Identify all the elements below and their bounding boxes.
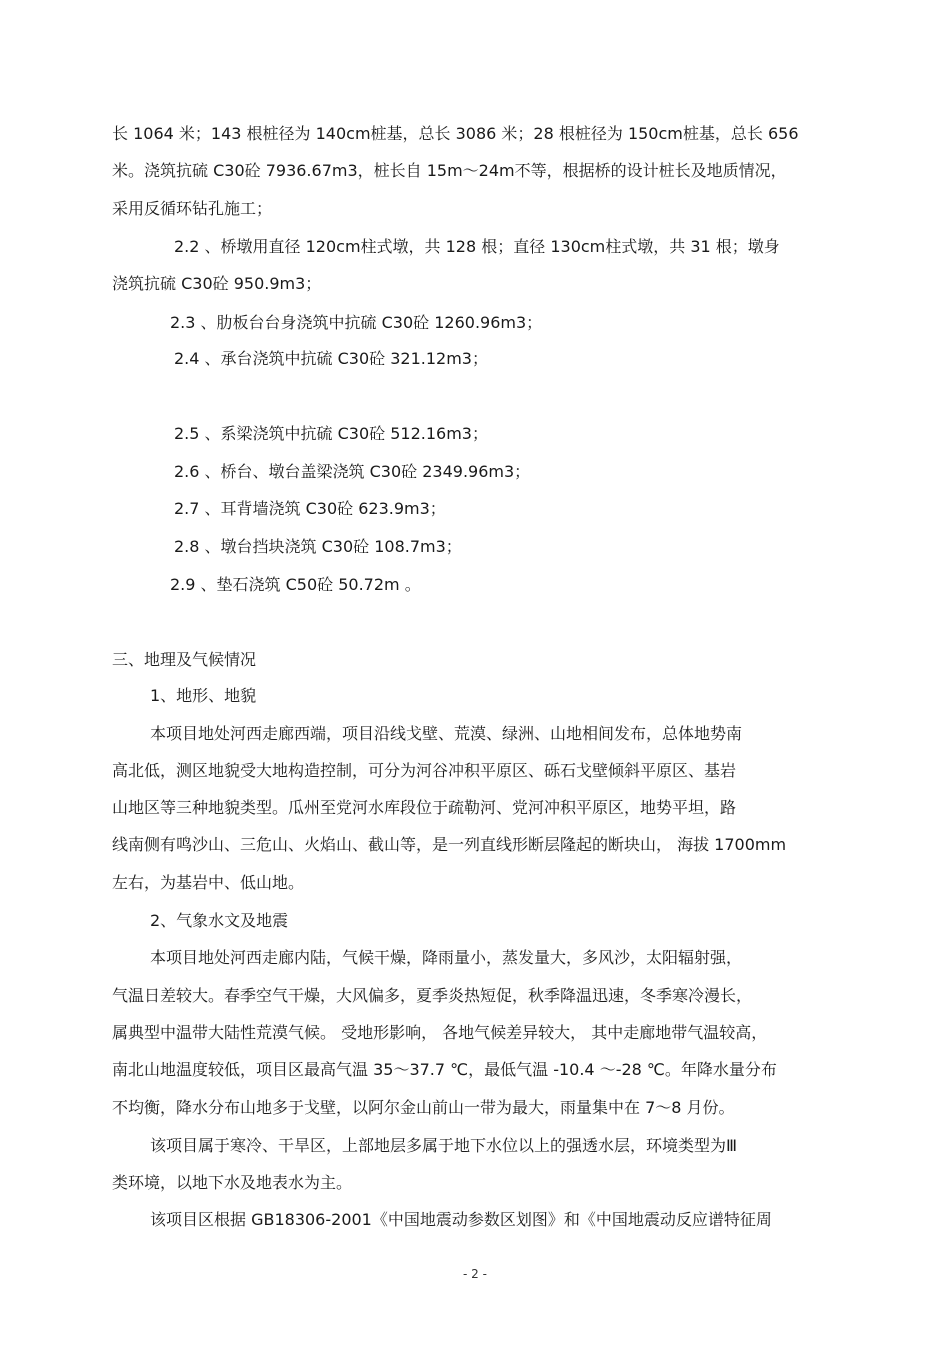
list-item-2-3: 2.3 、肋板台台身浇筑中抗硫 C30砼 1260.96m3； — [170, 313, 543, 332]
list-item-2-7: 2.7 、耳背墙浇筑 C30砼 623.9m3； — [174, 499, 446, 518]
paragraph-line: 长 1064 米；143 根桩径为 140cm桩基，总长 3086 米；28 根桩径为 150cm桩基，总长 656 — [112, 124, 799, 143]
paragraph-line: 南北山地温度较低，项目区最高气温 35～37.7 ℃，最低气温 -10.4 ～-28 ℃。年降水量分布 — [112, 1060, 777, 1079]
paragraph-line: 高北低，测区地貌受大地构造控制，可分为河谷冲积平原区、砾石戈壁倾斜平原区、基岩 — [112, 761, 737, 780]
list-item-2-6: 2.6 、桥台、墩台盖梁浇筑 C30砼 2349.96m3； — [174, 462, 531, 481]
paragraph-line: 该项目属于寒冷、干旱区，上部地层多属于地下水位以上的强透水层，环境类型为Ⅲ — [150, 1136, 738, 1155]
paragraph-line: 类环境，以地下水及地表水为主。 — [112, 1173, 353, 1192]
paragraph-line: 左右，为基岩中、低山地。 — [112, 873, 305, 892]
list-item-2-2: 2.2 、桥墩用直径 120cm柱式墩，共 128 根；直径 130cm柱式墩，共 31 根；墩身 — [174, 237, 780, 256]
page-number: - 2 - — [463, 1267, 487, 1281]
paragraph-line: 气温日差较大。春季空气干燥，大风偏多，夏季炎热短促，秋季降温迅速，冬季寒冷漫长， — [112, 986, 753, 1005]
paragraph-line: 线南侧有鸣沙山、三危山、火焰山、截山等，是一列直线形断层隆起的断块山， 海拔 1700mm — [112, 835, 787, 854]
paragraph-line: 属典型中温带大陆性荒漠气候。 受地形影响， 各地气候差异较大， 其中走廊地带气温较高， — [112, 1023, 768, 1042]
paragraph-line: 浇筑抗硫 C30砼 950.9m3； — [112, 274, 322, 293]
list-item-2-4: 2.4 、承台浇筑中抗硫 C30砼 321.12m3； — [174, 349, 488, 368]
paragraph-line: 该项目区根据 GB18306-2001《中国地震动参数区划图》和《中国地震动反应谱特征周 — [150, 1210, 772, 1229]
paragraph-line: 不均衡，降水分布山地多于戈壁，以阿尔金山前山一带为最大，雨量集中在 7～8 月份。 — [112, 1098, 735, 1117]
list-item-2-5: 2.5 、系梁浇筑中抗硫 C30砼 512.16m3； — [174, 424, 488, 443]
paragraph-line: 本项目地处河西走廊西端，项目沿线戈壁、荒漠、绿洲、山地相间发布，总体地势南 — [150, 724, 743, 743]
paragraph-line: 米。浇筑抗硫 C30砼 7936.67m3，桩长自 15m～24m不等，根据桥的设计桩长及地质情况， — [112, 161, 787, 180]
list-item-2-9: 2.9 、垫石浇筑 C50砼 50.72m 。 — [170, 575, 421, 594]
paragraph-line: 山地区等三种地貌类型。瓜州至党河水库段位于疏勒河、党河冲积平原区，地势平坦，路 — [112, 798, 737, 817]
section-heading: 三、地理及气候情况 — [112, 650, 257, 669]
subsection-heading: 2、气象水文及地震 — [150, 911, 289, 930]
paragraph-line: 本项目地处河西走廊内陆，气候干燥，降雨量小，蒸发量大，多风沙，太阳辐射强， — [150, 948, 743, 967]
paragraph-line: 采用反循环钻孔施工； — [112, 199, 273, 218]
list-item-2-8: 2.8 、墩台挡块浇筑 C30砼 108.7m3； — [174, 537, 462, 556]
subsection-heading: 1、地形、地貌 — [150, 686, 257, 705]
